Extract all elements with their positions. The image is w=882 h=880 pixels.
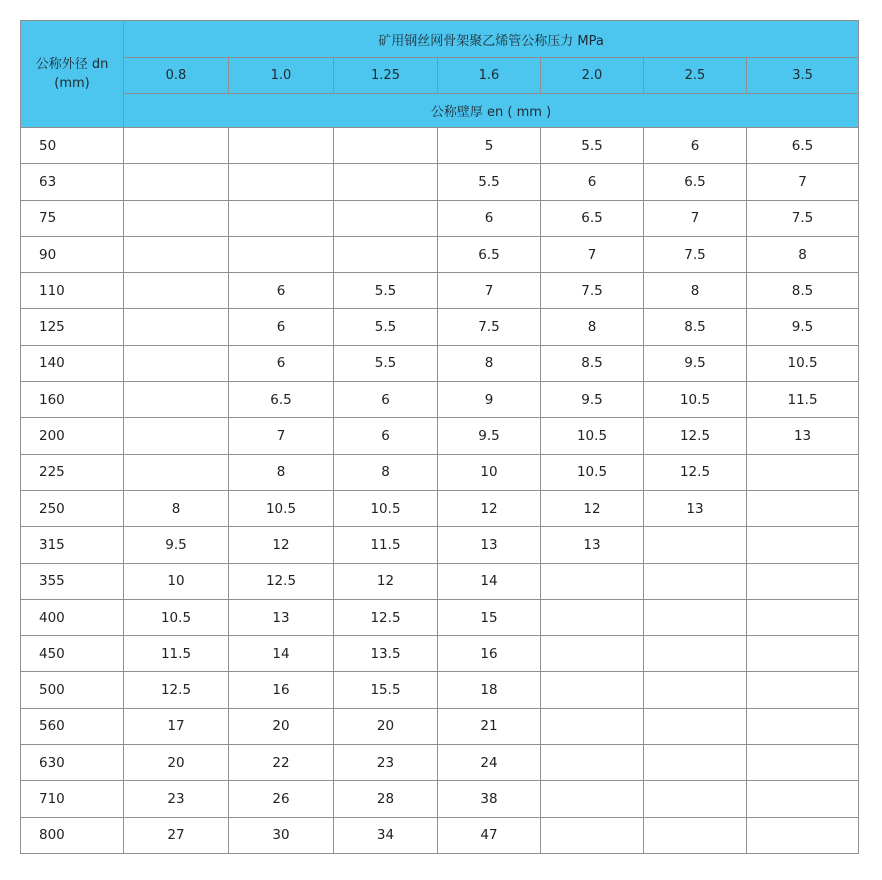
thickness-cell: 6 [229,345,334,381]
thickness-cell: 20 [124,745,229,781]
thickness-cell: 11.5 [124,636,229,672]
thickness-cell: 9.5 [541,382,644,418]
thickness-cell: 10.5 [747,345,859,381]
thickness-cell: 23 [334,745,438,781]
dn-cell: 140 [21,345,124,381]
thickness-cell: 7 [438,273,541,309]
thickness-cell [747,672,859,708]
thickness-cell [747,745,859,781]
pressure-header: 1.25 [334,58,438,94]
thickness-cell: 7.5 [747,200,859,236]
thickness-cell [229,236,334,272]
table-header [21,21,859,128]
thickness-cell [124,236,229,272]
dn-cell: 200 [21,418,124,454]
thickness-cell: 20 [334,708,438,744]
thickness-cell: 6 [229,273,334,309]
thickness-cell [747,636,859,672]
thickness-cell: 12 [334,563,438,599]
thickness-cell: 13 [438,527,541,563]
dn-cell: 315 [21,527,124,563]
thickness-cell: 9.5 [438,418,541,454]
thickness-cell: 6.5 [747,128,859,164]
thickness-cell: 10.5 [334,490,438,526]
thickness-cell [124,164,229,200]
table-row [21,599,859,635]
thickness-cell: 6 [438,200,541,236]
table-row [21,454,859,490]
thickness-cell [747,817,859,853]
dn-cell: 250 [21,490,124,526]
table-body [21,128,859,854]
thickness-cell: 5.5 [541,128,644,164]
table-row [21,382,859,418]
thickness-cell: 11.5 [747,382,859,418]
thickness-cell [124,200,229,236]
table-row [21,236,859,272]
thickness-cell [541,817,644,853]
thickness-cell: 15 [438,599,541,635]
thickness-cell [541,563,644,599]
thickness-cell [644,636,747,672]
thickness-cell: 8 [438,345,541,381]
thickness-cell: 15.5 [334,672,438,708]
pressure-header: 1.0 [229,58,334,94]
thickness-cell [334,128,438,164]
thickness-cell: 7 [541,236,644,272]
thickness-cell: 12 [541,490,644,526]
thickness-cell: 8.5 [644,309,747,345]
thickness-cell [541,781,644,817]
thickness-cell: 13 [229,599,334,635]
thickness-cell [644,672,747,708]
thickness-cell: 13.5 [334,636,438,672]
thickness-cell [644,563,747,599]
thickness-cell: 27 [124,817,229,853]
thickness-cell: 6.5 [541,200,644,236]
table-row [21,309,859,345]
thickness-cell [644,745,747,781]
thickness-cell: 9.5 [747,309,859,345]
thickness-cell: 10 [438,454,541,490]
dn-cell: 225 [21,454,124,490]
thickness-cell: 22 [229,745,334,781]
thickness-cell: 14 [229,636,334,672]
dn-cell: 160 [21,382,124,418]
thickness-cell: 5.5 [438,164,541,200]
table-row [21,345,859,381]
thickness-cell: 13 [541,527,644,563]
thickness-cell [747,599,859,635]
thickness-cell: 10.5 [541,418,644,454]
thickness-cell [124,273,229,309]
thickness-cell: 12.5 [229,563,334,599]
thickness-cell: 6.5 [438,236,541,272]
dn-column-header [21,21,124,128]
thickness-cell [644,708,747,744]
thickness-cell [747,454,859,490]
thickness-cell: 8 [541,309,644,345]
thickness-cell [747,527,859,563]
thickness-cell: 5.5 [334,309,438,345]
thickness-cell: 7 [229,418,334,454]
thickness-cell: 21 [438,708,541,744]
thickness-cell [747,563,859,599]
dn-cell: 500 [21,672,124,708]
thickness-cell [124,454,229,490]
table-row [21,527,859,563]
thickness-cell: 6 [644,128,747,164]
thickness-cell [644,781,747,817]
thickness-cell: 12.5 [644,454,747,490]
thickness-group-header: 公称壁厚 en ( mm ) [124,94,859,128]
thickness-cell: 5.5 [334,345,438,381]
thickness-cell: 7.5 [644,236,747,272]
thickness-cell: 30 [229,817,334,853]
thickness-cell: 8 [334,454,438,490]
pressure-header: 2.0 [541,58,644,94]
thickness-cell [334,164,438,200]
thickness-cell: 8.5 [541,345,644,381]
dn-cell: 400 [21,599,124,635]
thickness-cell: 38 [438,781,541,817]
thickness-cell: 5.5 [334,273,438,309]
thickness-cell: 14 [438,563,541,599]
thickness-cell: 12.5 [644,418,747,454]
thickness-cell [229,164,334,200]
thickness-cell [541,636,644,672]
pressure-header: 3.5 [747,58,859,94]
thickness-cell [541,745,644,781]
pressure-header: 1.6 [438,58,541,94]
dn-cell: 355 [21,563,124,599]
thickness-cell: 10.5 [229,490,334,526]
thickness-cell [747,490,859,526]
thickness-cell: 12 [438,490,541,526]
thickness-cell: 16 [229,672,334,708]
dn-header-label: 公称外径 dn [35,57,109,72]
wall-thickness-table [20,20,859,854]
thickness-cell [644,599,747,635]
thickness-cell: 11.5 [334,527,438,563]
pressure-header: 0.8 [124,58,229,94]
table-row [21,200,859,236]
table-row [21,418,859,454]
table-row [21,128,859,164]
dn-cell: 560 [21,708,124,744]
dn-cell: 90 [21,236,124,272]
thickness-cell [334,200,438,236]
thickness-cell [124,418,229,454]
table-row [21,781,859,817]
thickness-cell: 12.5 [124,672,229,708]
thickness-cell: 34 [334,817,438,853]
dn-cell: 450 [21,636,124,672]
thickness-cell [644,817,747,853]
thickness-cell [229,128,334,164]
thickness-cell: 8 [747,236,859,272]
thickness-cell: 7.5 [438,309,541,345]
thickness-cell: 18 [438,672,541,708]
table-row [21,708,859,744]
table-row [21,636,859,672]
thickness-cell [124,345,229,381]
thickness-cell [747,781,859,817]
dn-header-unit: (mm) [54,76,90,91]
thickness-cell [644,527,747,563]
thickness-cell: 6 [541,164,644,200]
thickness-cell [124,382,229,418]
dn-cell: 630 [21,745,124,781]
dn-cell: 110 [21,273,124,309]
dn-cell: 75 [21,200,124,236]
thickness-cell: 13 [747,418,859,454]
table-row [21,563,859,599]
thickness-cell: 6.5 [644,164,747,200]
thickness-cell: 12 [229,527,334,563]
thickness-cell: 28 [334,781,438,817]
thickness-cell [747,708,859,744]
thickness-cell: 26 [229,781,334,817]
thickness-cell: 7.5 [541,273,644,309]
thickness-cell: 7 [747,164,859,200]
thickness-cell: 10.5 [124,599,229,635]
thickness-cell [541,599,644,635]
pipe-spec-sheet [20,20,858,854]
thickness-cell: 9.5 [644,345,747,381]
thickness-cell: 8 [644,273,747,309]
thickness-cell: 13 [644,490,747,526]
thickness-cell: 12.5 [334,599,438,635]
dn-cell: 63 [21,164,124,200]
thickness-cell: 10.5 [541,454,644,490]
thickness-cell: 16 [438,636,541,672]
dn-cell: 125 [21,309,124,345]
thickness-cell: 17 [124,708,229,744]
table-row [21,672,859,708]
dn-cell: 50 [21,128,124,164]
thickness-cell [541,708,644,744]
dn-cell: 800 [21,817,124,853]
pressure-header: 2.5 [644,58,747,94]
table-row [21,273,859,309]
thickness-cell [124,128,229,164]
thickness-cell: 5 [438,128,541,164]
thickness-cell [334,236,438,272]
thickness-cell: 8 [124,490,229,526]
thickness-cell: 6 [334,418,438,454]
thickness-cell: 9.5 [124,527,229,563]
thickness-cell [124,309,229,345]
thickness-cell: 6 [229,309,334,345]
thickness-cell: 9 [438,382,541,418]
thickness-cell: 8 [229,454,334,490]
thickness-cell: 7 [644,200,747,236]
thickness-cell: 23 [124,781,229,817]
thickness-cell: 10.5 [644,382,747,418]
thickness-cell: 24 [438,745,541,781]
thickness-cell [229,200,334,236]
thickness-cell: 47 [438,817,541,853]
thickness-cell: 6.5 [229,382,334,418]
table-row [21,817,859,853]
dn-cell: 710 [21,781,124,817]
table-row [21,490,859,526]
thickness-cell [541,672,644,708]
pressure-group-header: 矿用钢丝网骨架聚乙烯管公称压力 MPa [124,21,859,58]
table-row [21,745,859,781]
thickness-cell: 10 [124,563,229,599]
thickness-cell: 20 [229,708,334,744]
thickness-cell: 8.5 [747,273,859,309]
thickness-cell: 6 [334,382,438,418]
table-row [21,164,859,200]
